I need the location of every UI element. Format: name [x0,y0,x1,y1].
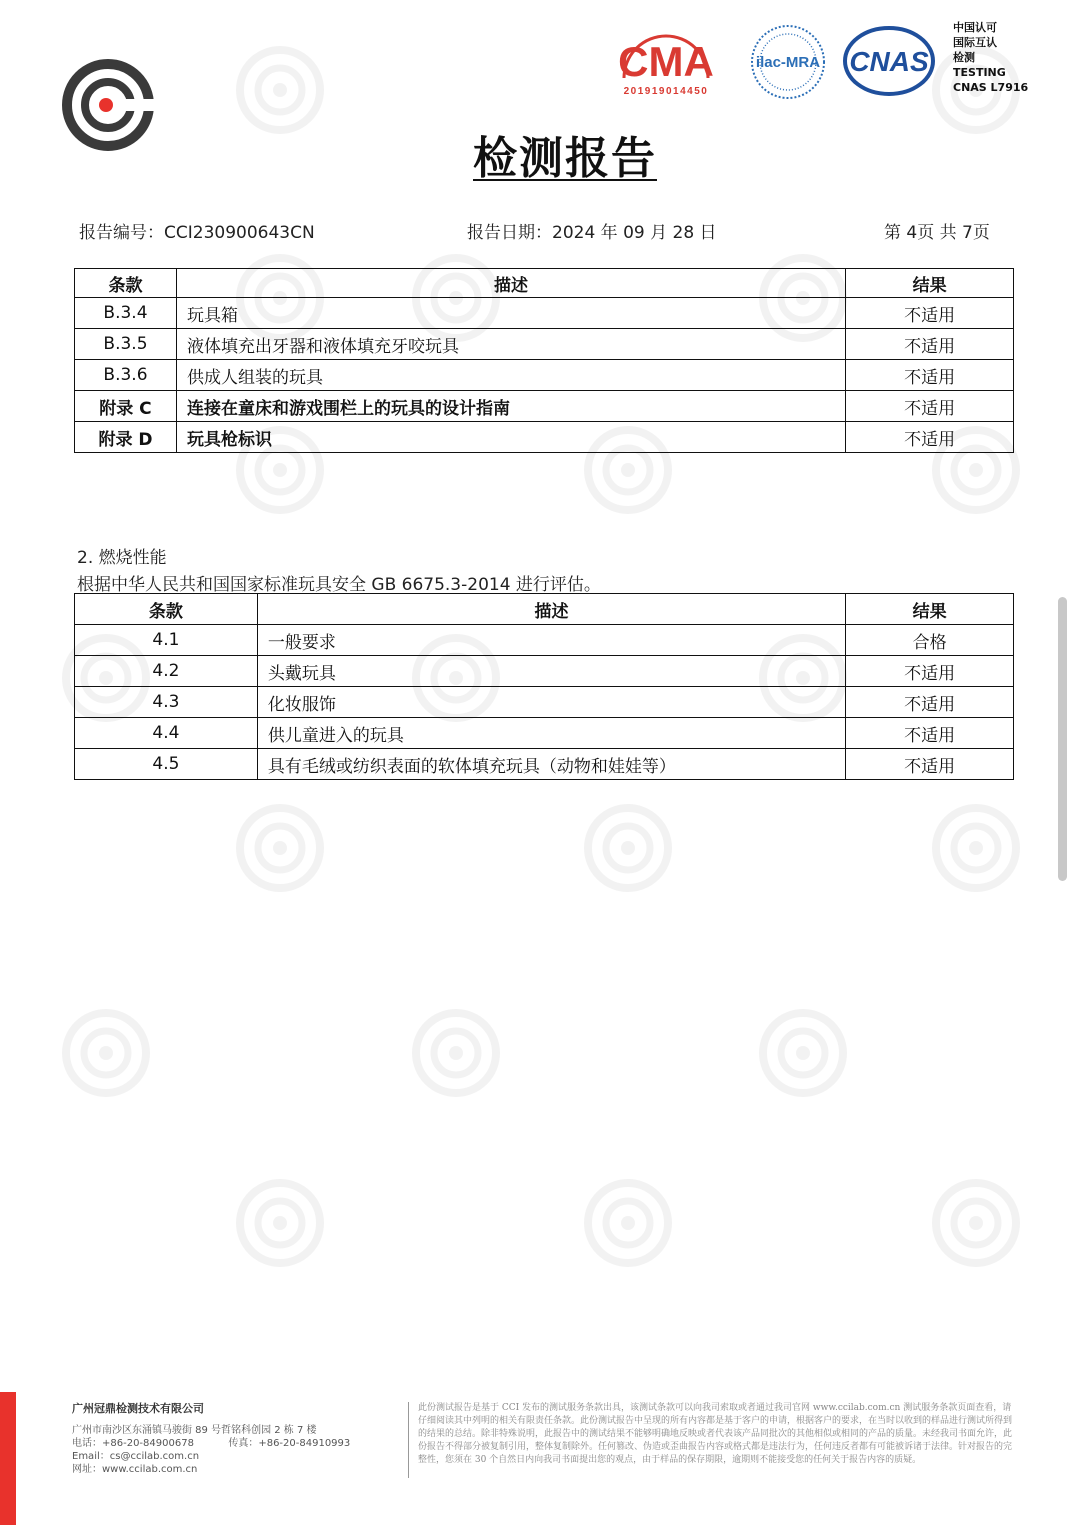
cma-number: 201919014450 [623,86,709,97]
table-row [75,656,1014,687]
footer-website[interactable]: 网址：www.ccilab.com.cn [72,1464,198,1475]
report-number: 报告编号：CCI230900643CN [79,223,315,243]
footer-disclaimer: 此份测试报告是基于 CCI 发布的测试服务条款出具，该测试条款可以向我司索取或者通过我司官网 www.ccilab.com.cn 测试服务条款页面查看，请仔细阅读其中列明的相关有限责任条款。此份测试报告中呈现的所有内容都是基于客户的申请，根据客户的要求，在当时以收到的样品进行测试所得到的结果的总结。除非特殊说明，此报告中的测试结果不能够明确地反映或者代表该产品同批次的其他相似或相同的产品的质量。未经我司书面允许，此份报告不得部分被复制引用，整体复制除外。任何篡改、伪造或歪曲报告内容或格式都是违法行为，任何违反者都有可能被诉诸于法律。针对报告的完整性，您须在 30 个自然日内向我司书面提出您的观点，由于样品的保存期限，逾期则不能接受您的任何关于报告内容的质疑。 [418,1403,1013,1465]
row-result: 合格 [846,625,1014,656]
page-title-text: 检测报告 [473,133,657,184]
table-row [75,749,1014,780]
row-desc: 连接在童床和游戏围栏上的玩具的设计指南 [176,391,845,422]
footer-contact [72,1402,350,1476]
header-clause: 条款 [75,269,177,298]
header-desc: 描述 [176,269,845,298]
report-date: 报告日期：2024 年 09 月 28 日 [467,223,717,243]
row-clause: 4.3 [75,687,258,718]
row-clause: B.3.6 [75,360,177,391]
page-number: 第 4页 共 7页 [884,223,990,243]
watermark-logo-icon [232,1175,328,1271]
footer-company: 广州冠鼎检测技术有限公司 [72,1402,204,1415]
table-row [75,718,1014,749]
row-result: 不适用 [846,329,1014,360]
header-result: 结果 [846,594,1014,625]
row-desc: 具有毛绒或纺织表面的软体填充玩具（动物和娃娃等） [257,749,845,780]
row-result: 不适用 [846,749,1014,780]
row-desc: 化妆服饰 [257,687,845,718]
table-row [75,422,1014,453]
row-result: 不适用 [846,422,1014,453]
footer-divider [408,1402,409,1478]
row-result: 不适用 [846,298,1014,329]
svg-text:CMA: CMA [618,38,714,85]
cert-line: 国际互认 [953,36,997,49]
header-clause: 条款 [75,594,258,625]
footer-email[interactable]: Email：cs@ccilab.com.cn [72,1451,200,1462]
row-clause: 4.5 [75,749,258,780]
table-header-row [75,269,1014,298]
watermark-logo-icon [232,800,328,896]
watermark-logo-icon [928,800,1024,896]
watermark-logo-icon [580,800,676,896]
watermark-logo-icon [755,1005,851,1101]
row-clause: B.3.5 [75,329,177,360]
header-result: 结果 [846,269,1014,298]
row-clause: 附录 D [75,422,177,453]
row-desc: 玩具枪标识 [176,422,845,453]
row-clause: 4.4 [75,718,258,749]
cma-mark-icon [614,26,718,98]
row-desc: 一般要求 [257,625,845,656]
footer-address: 广州市南沙区东涌镇马骏街 89 号哲铭科创园 2 栋 7 楼 [72,1425,317,1436]
footer-accent-bar [0,1392,16,1525]
cert-line: 检测 [953,51,975,64]
row-clause: 附录 C [75,391,177,422]
cnas-label: CNAS [849,46,929,77]
vertical-scrollbar-thumb[interactable] [1058,597,1067,881]
cert-line: 中国认可 [953,21,997,34]
cnas-mark-icon [842,26,936,96]
row-desc: 玩具箱 [176,298,845,329]
row-clause: 4.2 [75,656,258,687]
table-header-row [75,594,1014,625]
clause-table-2 [74,593,1014,780]
watermark-logo-icon [58,1005,154,1101]
watermark-logo-icon [408,1005,504,1101]
table-row [75,391,1014,422]
table-row [75,329,1014,360]
row-clause: 4.1 [75,625,258,656]
row-desc: 供成人组装的玩具 [176,360,845,391]
row-desc: 液体填充出牙器和液体填充牙咬玩具 [176,329,845,360]
ilac-label: ilac-MRA [755,54,821,71]
row-result: 不适用 [846,391,1014,422]
watermark-logo-icon [928,1175,1024,1271]
footer-fax: 传真：+86-20-84910993 [228,1438,351,1449]
cert-line: TESTING [953,66,1006,79]
footer-phone: 电话：+86-20-84900678 [72,1438,194,1449]
row-result: 不适用 [846,656,1014,687]
cert-line: CNAS L7916 [953,81,1029,94]
table-row [75,298,1014,329]
row-result: 不适用 [846,360,1014,391]
table-row [75,687,1014,718]
row-desc: 头戴玩具 [257,656,845,687]
footer-phone-fax [72,1437,350,1450]
table-row [75,625,1014,656]
row-result: 不适用 [846,718,1014,749]
row-result: 不适用 [846,687,1014,718]
ilac-mra-mark-icon [746,22,830,102]
section-intro: 根据中华人民共和国国家标准玩具安全 GB 6675.3-2014 进行评估。 [77,575,601,595]
cnas-cert-text [953,20,1028,95]
table-row [75,360,1014,391]
clause-table-1 [74,268,1014,453]
row-desc: 供儿童进入的玩具 [257,718,845,749]
header-desc: 描述 [257,594,845,625]
page-title [0,122,1080,186]
section-heading: 2. 燃烧性能 [77,548,167,568]
watermark-logo-icon [580,1175,676,1271]
row-clause: B.3.4 [75,298,177,329]
